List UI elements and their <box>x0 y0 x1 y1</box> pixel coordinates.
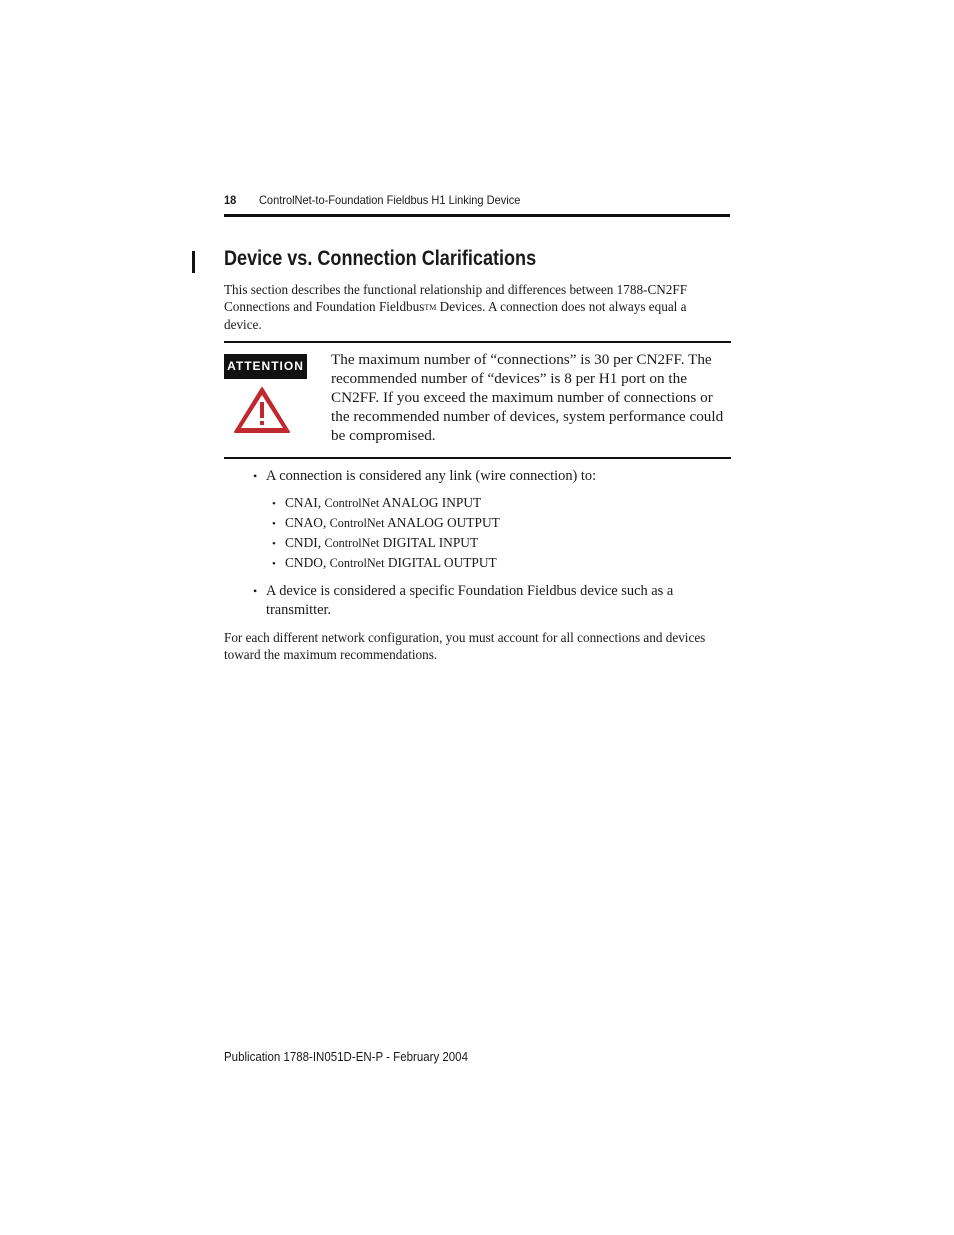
page-number: 18 <box>224 193 237 207</box>
connection-intro-item: A connection is considered any link (wire connection) to: <box>266 468 597 484</box>
bullet-dot: • <box>253 584 258 598</box>
sub-bullet-dot: • <box>272 538 276 550</box>
list-item: CNDI, ControlNet DIGITAL INPUT <box>285 535 479 550</box>
list-item: CNAI, ControlNet ANALOG INPUT <box>285 495 482 510</box>
sub-bullet-dot: • <box>272 558 276 570</box>
trademark-mark: TM <box>424 303 437 312</box>
intro-text-part2: Devices. A connection does not always equal a device. <box>224 299 687 332</box>
attention-text: The maximum number of “connections” is 30 per CN2FF. The recommended number of “devices” is 8 per H1 port on the CN2FF. If you exceed the maximum number of connections or the recommended number of devices, system performance could be compromised. <box>331 351 724 444</box>
running-title: ControlNet-to-Foundation Fieldbus H1 Linking Device <box>258 193 521 207</box>
device-definition-item: A device is considered a specific Foundation Fieldbus device such as a transmitter. <box>266 583 674 618</box>
closing-paragraph: For each different network configuration, you must account for all connections and devices toward the maximum recommendations. <box>224 630 706 662</box>
sub-bullet-dot: • <box>272 518 276 530</box>
warning-triangle-icon <box>233 386 291 434</box>
intro-text-part1: This section describes the functional relationship and differences between 1788-CN2FF Connections and Foundation Fieldbus <box>224 282 688 314</box>
attention-badge: ATTENTION <box>224 354 307 379</box>
publication-footer: Publication 1788-IN051D-EN-P - February 2004 <box>224 1050 468 1064</box>
attention-bottom-rule <box>224 457 731 459</box>
header-rule <box>224 214 730 217</box>
section-title: Device vs. Connection Clarifications <box>224 247 537 270</box>
list-item: CNAO, ControlNet ANALOG OUTPUT <box>285 515 500 530</box>
change-bar <box>192 251 195 273</box>
list-item: CNDO, ControlNet DIGITAL OUTPUT <box>285 555 497 570</box>
sub-bullet-dot: • <box>272 498 276 510</box>
running-header <box>224 192 690 208</box>
attention-top-rule <box>224 341 731 343</box>
bullet-dot: • <box>253 469 258 483</box>
intro-paragraph <box>224 281 714 333</box>
